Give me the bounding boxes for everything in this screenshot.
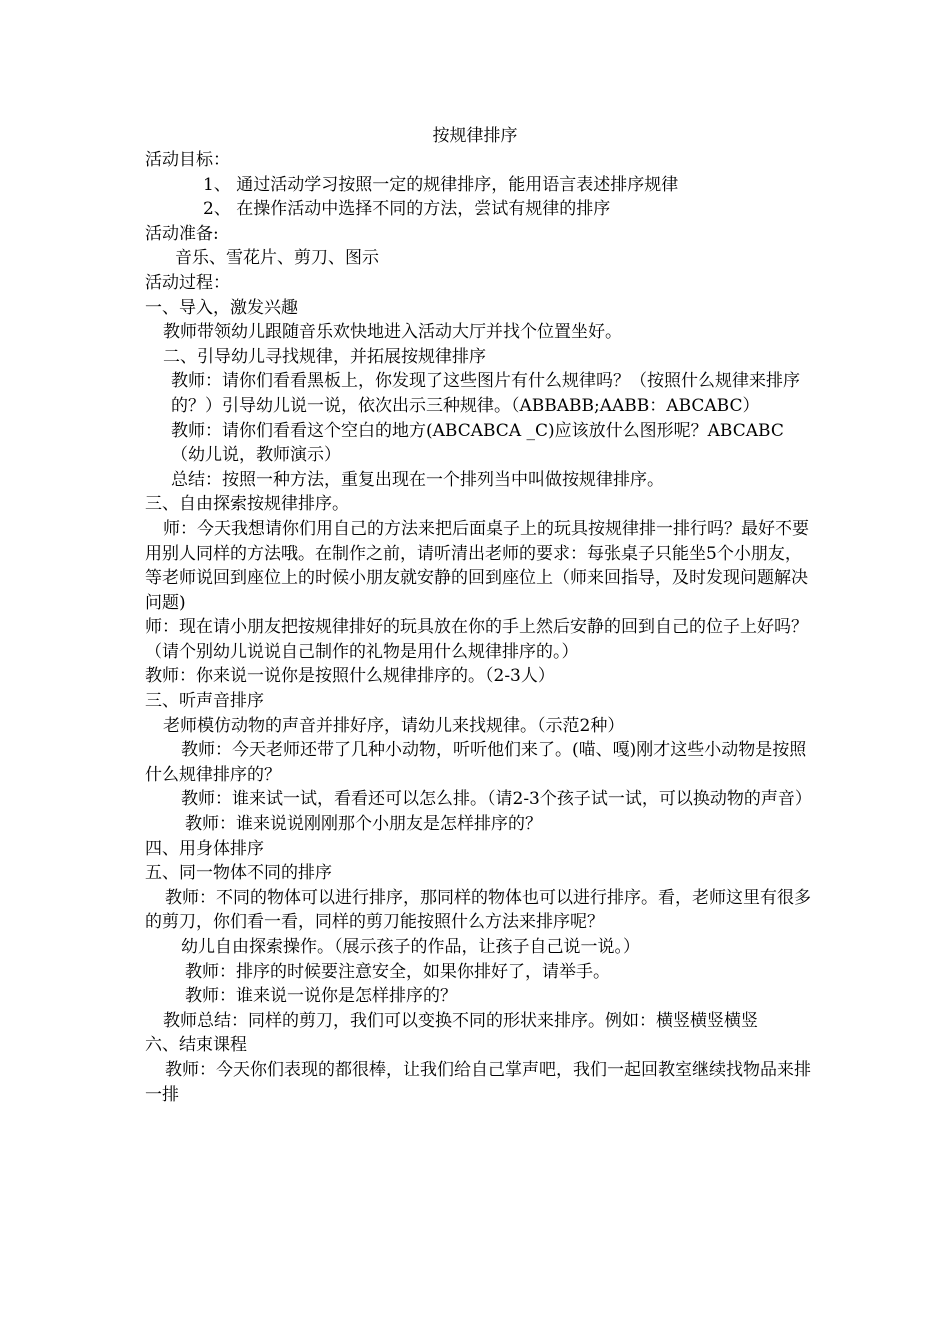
section-1-paragraph: 教师带领幼儿跟随音乐欢快地进入活动大厅并找个位置坐好。	[163, 322, 622, 343]
section-6-paragraph-2: 幼儿自由探索操作。（展示孩子的作品，让孩子自己说一说。）	[181, 937, 640, 957]
prep-items: 音乐、雪花片、剪刀、图示	[175, 248, 379, 269]
goals-heading: 活动目标：	[145, 150, 230, 170]
section-7-heading: 六、结束课程	[145, 1035, 247, 1056]
prep-heading: 活动准备:	[145, 223, 219, 244]
section-6-paragraph-1: 教师：不同的物体可以进行排序，那同样的物体也可以进行排序。看，老师这里有很多的剪刀，你们看一看，同样的剪刀能按照什么方法来排序呢？	[145, 887, 811, 933]
section-5-heading: 四、用身体排序	[145, 838, 264, 859]
process-heading: 活动过程：	[145, 272, 230, 293]
goal-item-2: 2、 在操作活动中选择不同的方法，尝试有规律的排序	[203, 199, 611, 220]
section-4-heading: 三、听声音排序	[145, 691, 264, 712]
section-2-heading: 二、引导幼儿寻找规律，并拓展按规律排序	[163, 346, 486, 367]
document-body	[145, 148, 815, 1107]
section-4-paragraph-1: 老师模仿动物的声音并排好序，请幼儿来找规律。（示范2种）	[163, 715, 625, 736]
document-title: 按规律排序	[432, 126, 518, 146]
section-2-summary: 总结：按照一种方法，重复出现在一个排列当中叫做按规律排序。	[171, 469, 664, 490]
section-6-heading: 五、同一物体不同的排序	[145, 863, 332, 884]
section-6-summary: 教师总结：同样的剪刀，我们可以变换不同的形状来排序。例如：横竖横竖横竖	[163, 1010, 758, 1031]
section-2-paragraph-2: 教师：请你们看看这个空白的地方(ABCABCA _C)应该放什么图形呢？ABCABC（幼儿说，教师演示）	[171, 420, 784, 466]
section-6-paragraph-4: 教师：谁来说一说你是怎样排序的？	[185, 986, 457, 1007]
section-4-paragraph-2: 教师：今天老师还带了几种小动物，听听他们来了。(喵、嘎)刚才这些小动物是按照什么规律排序的？	[145, 740, 807, 785]
section-6-paragraph-3: 教师：排序的时候要注意安全，如果你排好了，请举手。	[185, 961, 610, 982]
section-3-heading: 三、自由探索按规律排序。	[145, 494, 349, 515]
section-3-paragraph-2: 师：现在请小朋友把按规律排好的玩具放在你的手上然后安静的回到自己的位子上好吗？（请个别幼儿说说自己制作的礼物是用什么规律排序的。）	[145, 617, 808, 662]
section-1-heading: 一、导入，激发兴趣	[145, 297, 298, 318]
section-4-paragraph-4: 教师：谁来说说刚刚那个小朋友是怎样排序的？	[185, 814, 542, 835]
section-2-paragraph-1: 教师：请你们看看黑板上，你发现了这些图片有什么规律吗？（按照什么规律来排序的？）引导幼儿说一说，依次出示三种规律。（ABBABB;AABB：ABCABC）	[171, 371, 800, 416]
section-7-paragraph-1: 教师：今天你们表现的都很棒，让我们给自己掌声吧，我们一起回教室继续找物品来排一排	[145, 1059, 811, 1105]
goal-item-1: 1、 通过活动学习按照一定的规律排序，能用语言表述排序规律	[203, 174, 679, 195]
section-3-paragraph-3: 教师：你来说一说你是按照什么规律排序的。（2-3人）	[145, 666, 555, 687]
section-3-paragraph-1: 师：今天我想请你们用自己的方法来把后面桌子上的玩具按规律排一排行吗？最好不要用别人同样的方法哦。在制作之前，请听清出老师的要求：每张桌子只能坐5个小朋友，等老师说回到座位上的时候小朋友就安静的回到座位上（师来回指导，及时发现问题解决问题)	[145, 518, 809, 613]
section-4-paragraph-3: 教师：谁来试一试，看看还可以怎么排。（请2-3个孩子试一试，可以换动物的声音）	[181, 789, 812, 810]
